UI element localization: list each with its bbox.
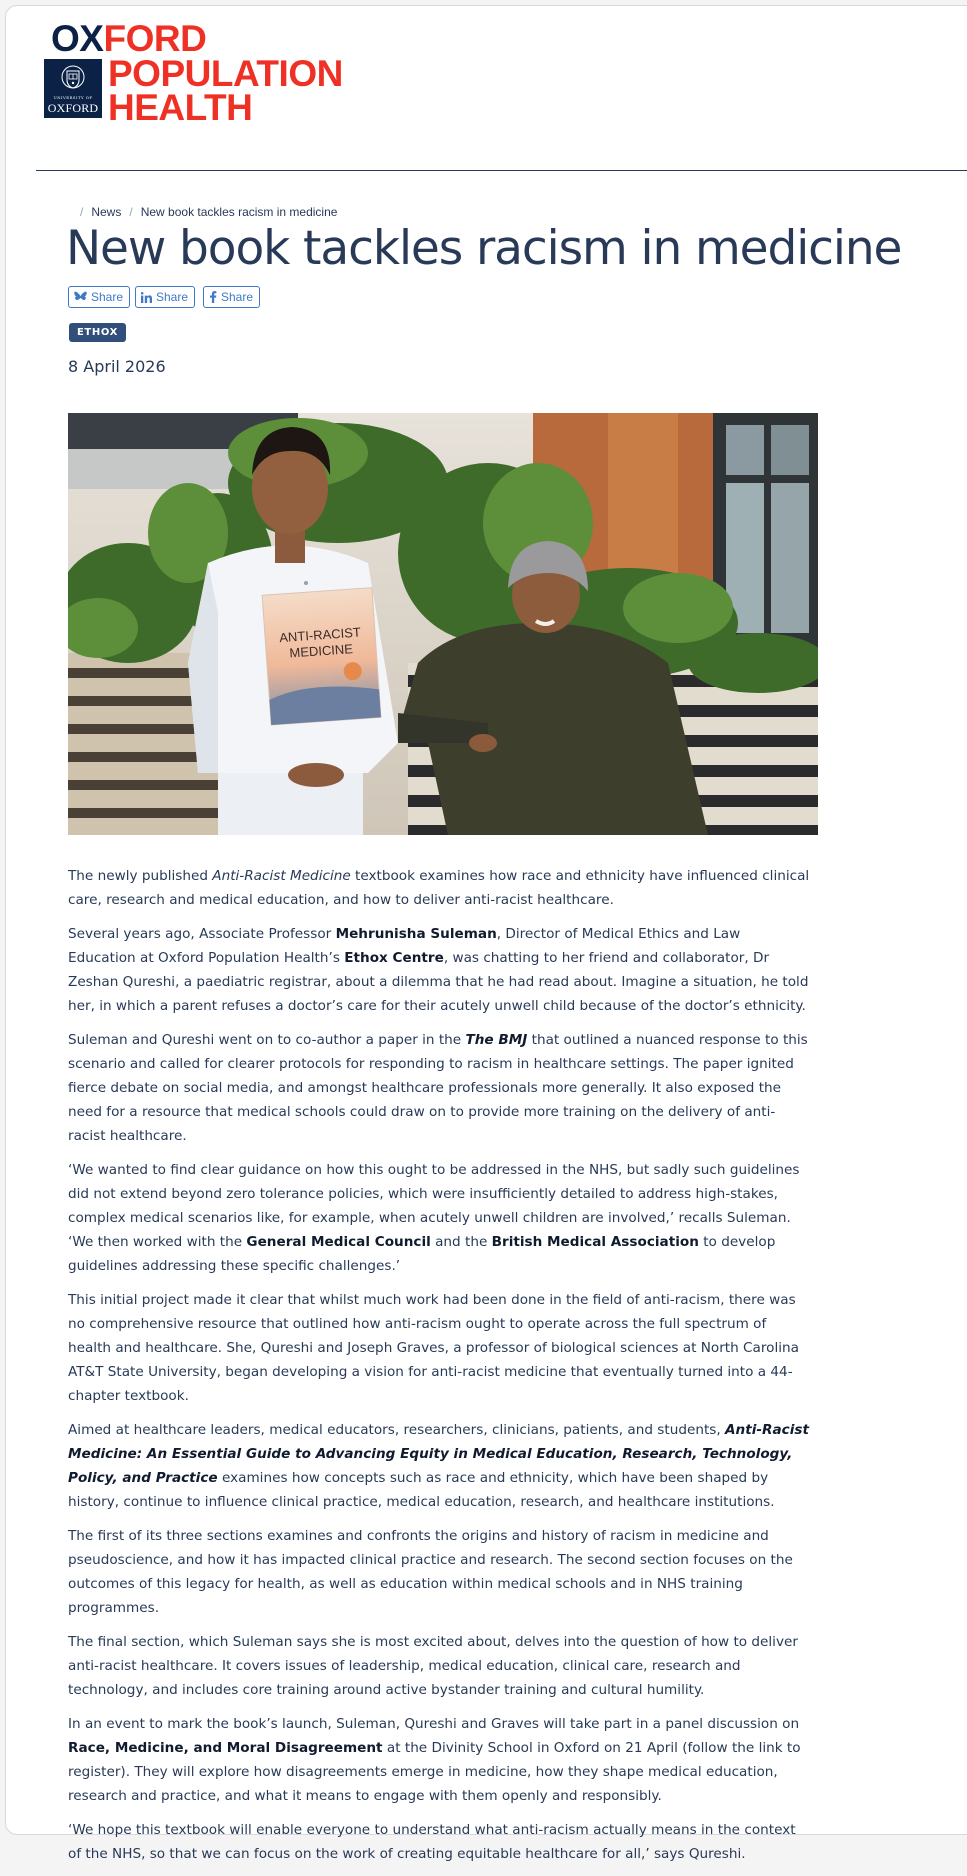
page-title: New book tackles racism in medicine bbox=[66, 221, 902, 276]
book-cover-subtitle: MEDICINE bbox=[288, 641, 354, 661]
bluesky-icon bbox=[74, 291, 87, 303]
oxford-population-health-logo[interactable] bbox=[38, 18, 368, 128]
article-text: The newly published bbox=[68, 868, 213, 884]
article-paragraph bbox=[68, 1288, 812, 1408]
share-label: Share bbox=[156, 290, 189, 304]
page bbox=[5, 5, 967, 1862]
article-emphasis[interactable]: General Medical Council bbox=[246, 1234, 431, 1250]
facebook-icon bbox=[209, 291, 217, 303]
article-paragraph bbox=[68, 1630, 812, 1702]
article-emphasis[interactable]: The BMJ bbox=[465, 1032, 528, 1048]
seal-oxford: OXFORD bbox=[47, 101, 99, 115]
seal-university-of: UNIVERSITY OF bbox=[53, 95, 93, 100]
hero-image bbox=[68, 413, 818, 835]
article-text: This initial project made it clear that whilst much work had been done in the field of anti-racism, there was no comprehensive resource that outlined how anti-racism ought to operate across the full spectrum of health and healthcare. She, Qureshi and Joseph Graves, a professor of biological sciences at North Carolina AT&T State University, began developing a vision for anti-racist medicine that eventually turned into a 44-chapter textbook. bbox=[68, 1292, 799, 1404]
article-text: Aimed at healthcare leaders, medical educators, researchers, clinicians, patients, and students, bbox=[68, 1422, 725, 1438]
article-text: In an event to mark the book’s launch, Suleman, Qureshi and Graves will take part in a panel discussion on bbox=[68, 1716, 800, 1732]
article-text: Several years ago, Associate Professor bbox=[68, 926, 336, 942]
article-body bbox=[68, 864, 812, 1876]
article-text: at the Divinity School in Oxford on 21 April (follow the link to register). They will explore how disagreements emerge in medicine, how they shape medical education, research and practice, and what it means to engage with them openly and responsibly. bbox=[68, 1740, 801, 1804]
article-text: textbook examines how race and ethnicity have influenced clinical care, research and medical education, and how to deliver anti-racist healthcare. bbox=[68, 868, 810, 908]
share-facebook-button[interactable] bbox=[203, 286, 260, 308]
article-paragraph bbox=[68, 1028, 812, 1148]
article-paragraph bbox=[68, 1524, 812, 1620]
book-cover-title: ANTI-RACIST bbox=[278, 624, 362, 646]
breadcrumb-separator: / bbox=[129, 205, 133, 219]
linkedin-icon bbox=[141, 292, 152, 303]
breadcrumb-separator: / bbox=[80, 205, 84, 219]
article-text: that outlined a nuanced response to this scenario and called for clearer protocols for responding to racism in healthcare settings. The paper ignited fierce debate on social media, and amongst healthcare professionals more generally. It also exposed the need for a resource that medical schools could draw on to provide more training on the delivery of anti-racist healthcare. bbox=[68, 1032, 808, 1144]
share-label: Share bbox=[221, 290, 254, 304]
hero-photo bbox=[68, 413, 818, 835]
header-divider bbox=[36, 170, 967, 171]
article-paragraph bbox=[68, 1418, 812, 1514]
breadcrumb-current: New book tackles racism in medicine bbox=[140, 205, 338, 219]
article-emphasis[interactable]: Race, Medicine, and Moral Disagreement bbox=[68, 1740, 383, 1756]
article-text: The first of its three sections examines and confronts the origins and history of racism in medicine and pseudoscience, and how it has impacted clinical practice and research. The second section focuses on the outcomes of this legacy for health, as well as education within medical schools and in NHS training programmes. bbox=[68, 1528, 793, 1616]
article-text: , was chatting to her friend and collaborator, Dr Zeshan Qureshi, a paediatric registrar, about a dilemma that he had read about. Imagine a situation, he told her, in which a parent refuses a doctor’s care for their acutely unwell child because of the doctor’s ethnicity. bbox=[68, 950, 809, 1014]
article-text: ‘We wanted to find clear guidance on how this ought to be addressed in the NHS, but sadly such guidelines did not extend beyond zero tolerance policies, which were insufficiently detailed to address high-stakes, complex medical scenarios like, for example, when acutely unwell children are involved,’ recalls Suleman. ‘We then worked with the bbox=[68, 1162, 800, 1250]
article-text: Suleman and Qureshi went on to co-author a paper in the bbox=[68, 1032, 466, 1048]
breadcrumb-news-link[interactable]: News bbox=[91, 205, 122, 219]
share-bluesky-button[interactable] bbox=[68, 286, 130, 308]
logo-word-population: POPULATION bbox=[108, 53, 343, 94]
article-emphasis: Anti-Racist Medicine bbox=[212, 868, 351, 884]
university-seal bbox=[44, 59, 102, 118]
article-emphasis[interactable]: Ethox Centre bbox=[344, 950, 444, 966]
article-paragraph bbox=[68, 1158, 812, 1278]
article-text: examines how concepts such as race and ethnicity, which have been shaped by history, continue to influence clinical practice, medical education, research, and healthcare institutions. bbox=[68, 1470, 775, 1510]
article-paragraph bbox=[68, 922, 812, 1018]
article-text: ‘We hope this textbook will enable everyone to understand what anti-racism actually means in the context of the NHS, so that we can focus on the work of creating equitable healthcare for all,’ says Qureshi. bbox=[68, 1822, 796, 1862]
article-text: , Director of Medical Ethics and Law Education at Oxford Population Health’s bbox=[68, 926, 741, 966]
article-text: and the bbox=[430, 1234, 492, 1250]
publish-date: 8 April 2026 bbox=[68, 357, 166, 376]
article-emphasis[interactable]: British Medical Association bbox=[491, 1234, 699, 1250]
article-text: The final section, which Suleman says she is most excited about, delves into the question of how to deliver anti-racist healthcare. It covers issues of leadership, medical education, clinical care, research and technology, and includes core training around active bystander training and cultural humility. bbox=[68, 1634, 798, 1698]
article-paragraph bbox=[68, 864, 812, 912]
article-paragraph bbox=[68, 1818, 812, 1866]
category-tag[interactable]: ETHOX bbox=[69, 323, 126, 342]
article-emphasis[interactable]: Mehrunisha Suleman bbox=[335, 926, 497, 942]
logo-word-health: HEALTH bbox=[108, 87, 253, 128]
share-linkedin-button[interactable] bbox=[135, 286, 195, 308]
breadcrumb bbox=[72, 205, 337, 219]
logo-word-oxford: OXFORD bbox=[51, 18, 207, 59]
crest-icon bbox=[61, 64, 85, 92]
article-text: to develop guidelines addressing these specific challenges.’ bbox=[68, 1234, 776, 1274]
article-emphasis[interactable]: Anti-Racist Medicine: An Essential Guide to Advancing Equity in Medical Education, Research, Technology, Policy, and Practice bbox=[68, 1422, 809, 1486]
share-label: Share bbox=[91, 290, 124, 304]
article-paragraph bbox=[68, 1712, 812, 1808]
